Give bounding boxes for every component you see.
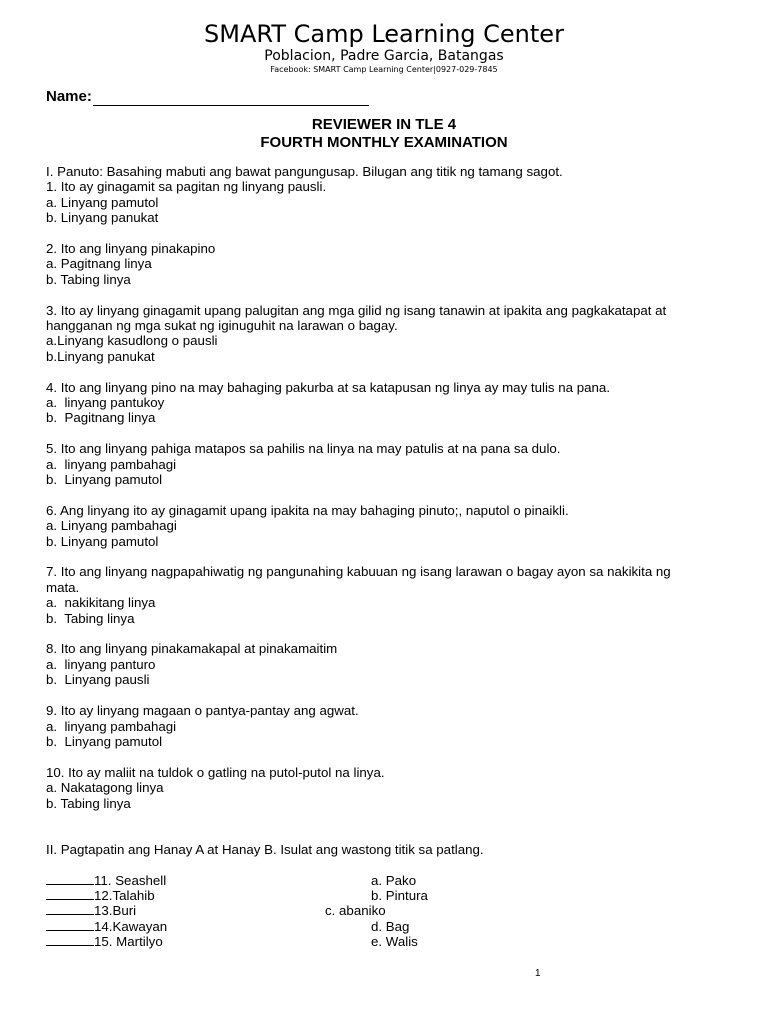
question-item xyxy=(46,703,736,749)
choice-b: b. Tabing linya xyxy=(46,271,131,287)
matching-row xyxy=(46,919,736,934)
question-item xyxy=(46,441,736,487)
center-contact: Facebook: SMART Camp Learning Center|0927-029-7845 xyxy=(270,65,498,74)
hanay-a-text: 14.Kawayan xyxy=(94,918,168,934)
question-text: hangganan ng mga sukat ng iginuguhit na larawan o bagay. xyxy=(46,318,398,334)
question-text: 4. Ito ang linyang pino na may bahaging pakurba at sa katapusan ng linya ay may tulis na pana. xyxy=(46,379,611,395)
question-item xyxy=(46,765,736,811)
choice-a: a. linyang pambahagi xyxy=(46,456,177,472)
name-field xyxy=(46,88,369,106)
reviewer-heading: REVIEWER IN TLE 4 xyxy=(311,116,457,133)
part1-instruction: I. Panuto: Basahing mabuti ang bawat pangungusap. Bilugan ang titik ng tamang sagot. xyxy=(46,164,563,179)
question-text: mata. xyxy=(46,579,80,595)
hanay-a-item xyxy=(46,903,136,918)
choice-b: b. Tabing linya xyxy=(46,795,131,811)
choice-a: a. linyang pantukoy xyxy=(46,395,165,411)
hanay-b-item: c. abaniko xyxy=(325,903,386,919)
matching-row xyxy=(46,903,736,918)
hanay-b-item: e. Walis xyxy=(371,934,418,950)
matching-row xyxy=(46,888,736,903)
matching-list xyxy=(46,873,736,950)
choice-b: b.Linyang panukat xyxy=(46,348,155,364)
question-text: 1. Ito ay ginagamit sa pagitan ng linyang pausli. xyxy=(46,179,327,195)
answer-blank xyxy=(46,934,94,946)
question-text: 5. Ito ang linyang pahiga matapos sa pahilis na linya na may patulis at na pana sa dulo. xyxy=(46,441,561,457)
worksheet-body xyxy=(46,164,736,949)
choice-a: a. linyang panturo xyxy=(46,656,156,672)
question-item xyxy=(46,303,736,365)
choice-b: b. Linyang pamutol xyxy=(46,472,163,488)
answer-blank xyxy=(46,888,94,900)
choice-b: b. Pagitnang linya xyxy=(46,410,156,426)
question-item xyxy=(46,241,736,287)
choice-a: a. Pagitnang linya xyxy=(46,256,152,272)
choice-a: a. Linyang pambahagi xyxy=(46,518,177,534)
question-item xyxy=(46,179,736,225)
question-item xyxy=(46,380,736,426)
question-text: 9. Ito ay linyang magaan o pantya-pantay ang agwat. xyxy=(46,703,359,719)
choice-b: b. Linyang pamutol xyxy=(46,533,159,549)
question-text: 3. Ito ay linyang ginagamit upang palugitan ang mga gilid ng isang tanawin at ipakita ang pagkakatapat at xyxy=(46,302,667,318)
center-title: SMART Camp Learning Center xyxy=(204,20,564,48)
choice-b: b. Tabing linya xyxy=(46,610,135,626)
question-item xyxy=(46,503,736,549)
matching-row xyxy=(46,934,736,949)
hanay-a-text: 13.Buri xyxy=(94,903,137,919)
matching-row xyxy=(46,873,736,888)
answer-blank xyxy=(46,873,94,885)
center-address: Poblacion, Padre Garcia, Batangas xyxy=(264,48,504,64)
name-label: Name: xyxy=(46,88,92,105)
choice-b: b. Linyang pausli xyxy=(46,672,150,688)
hanay-a-item xyxy=(46,919,167,934)
question-item xyxy=(46,641,736,687)
hanay-a-text: 15. Martilyo xyxy=(94,934,163,950)
hanay-a-item xyxy=(46,873,166,888)
hanay-a-item xyxy=(46,888,155,903)
question-text: 10. Ito ay maliit na tuldok o gatling na putol-putol na linya. xyxy=(46,764,385,780)
hanay-b-item: b. Pintura xyxy=(371,887,428,903)
hanay-b-item: a. Pako xyxy=(371,872,417,888)
choice-a: a. linyang pambahagi xyxy=(46,718,177,734)
choice-a: a. Nakatagong linya xyxy=(46,780,164,796)
choice-a: a. Linyang pamutol xyxy=(46,194,159,210)
exam-heading: FOURTH MONTHLY EXAMINATION xyxy=(260,134,508,151)
answer-blank xyxy=(46,903,94,915)
question-text: 2. Ito ang linyang pinakapino xyxy=(46,241,216,257)
choice-b: b. Linyang pamutol xyxy=(46,733,163,749)
question-text: 7. Ito ang linyang nagpapahiwatig ng pangunahing kabuuan ng isang larawan o bagay ayon sa nakikita ng xyxy=(46,564,671,580)
choice-a: a. nakikitang linya xyxy=(46,595,156,611)
part2-instruction: II. Pagtapatin ang Hanay A at Hanay B. Isulat ang wastong titik sa patlang. xyxy=(46,841,484,857)
name-underline xyxy=(93,91,369,106)
hanay-a-text: 11. Seashell xyxy=(94,872,167,888)
hanay-a-item xyxy=(46,934,163,949)
answer-blank xyxy=(46,919,94,931)
page-number: 1 xyxy=(535,968,541,979)
question-item xyxy=(46,564,736,626)
choice-a: a.Linyang kasudlong o pausli xyxy=(46,333,218,349)
hanay-b-item: d. Bag xyxy=(371,918,410,934)
question-text: 8. Ito ang linyang pinakamakapal at pinakamaitim xyxy=(46,641,338,657)
question-list xyxy=(46,179,736,811)
question-text: 6. Ang linyang ito ay ginagamit upang ipakita na may bahaging pinuto;, naputol o pinaikli. xyxy=(46,502,569,518)
choice-b: b. Linyang panukat xyxy=(46,210,159,226)
hanay-a-text: 12.Talahib xyxy=(94,887,155,903)
